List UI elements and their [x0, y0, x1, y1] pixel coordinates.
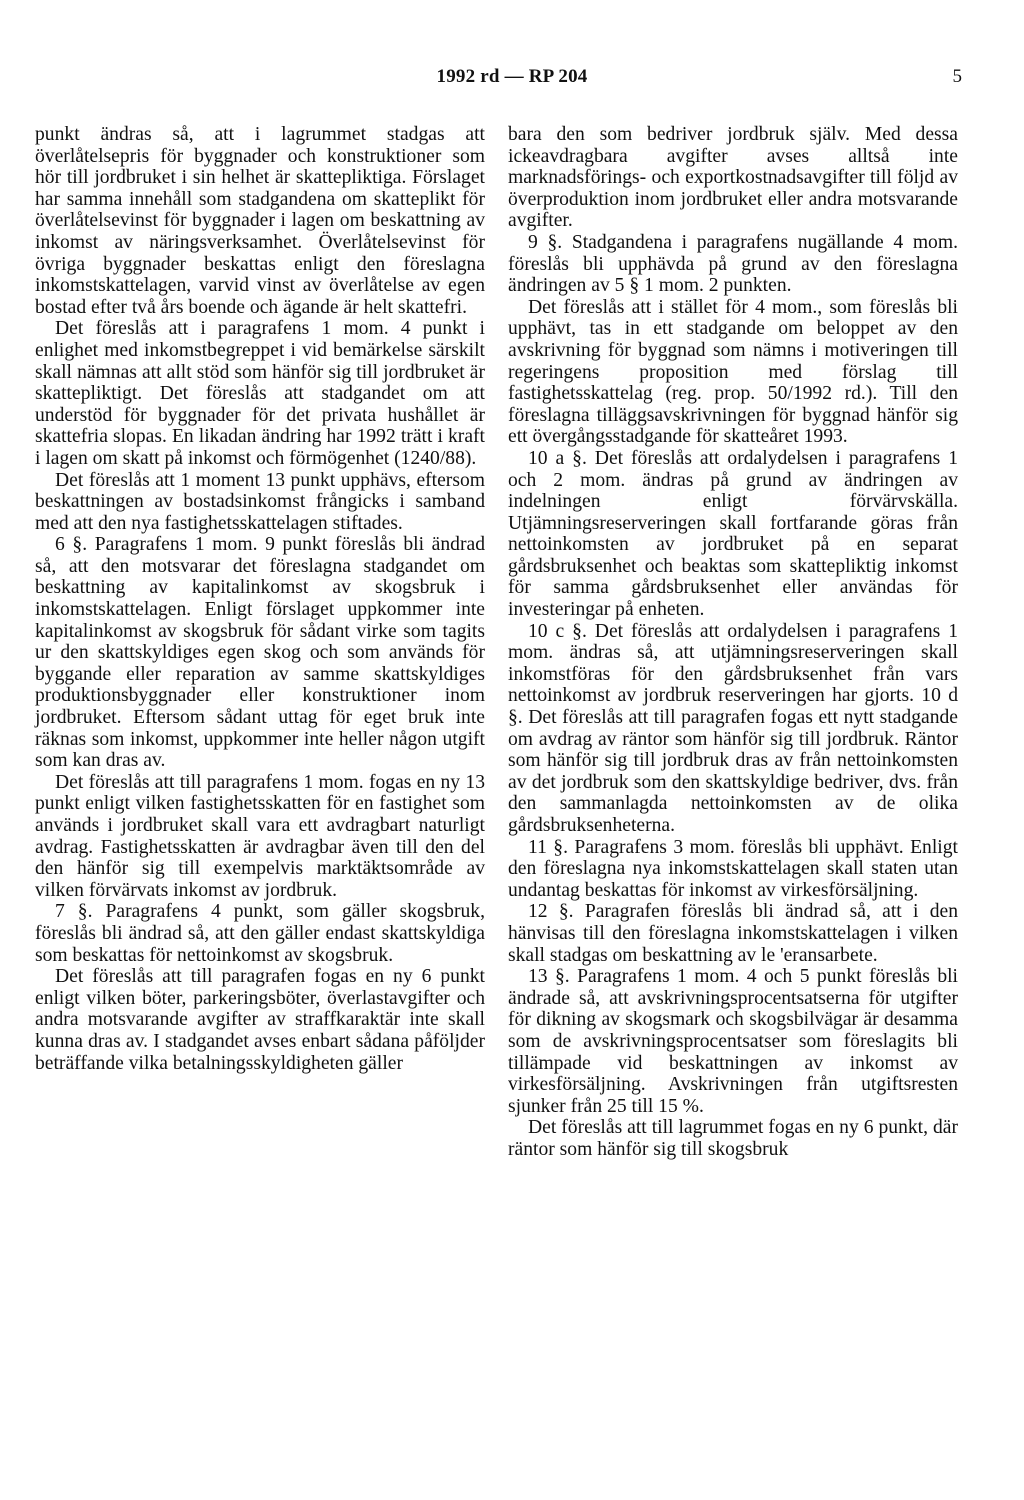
- paragraph: punkt ändras så, att i lagrummet stadgas att överlåtelsepris för byggnader och konstruktioner som hör till jordbruket i sin helhet är skattepliktiga. Förslaget har samma innehåll som stadgandena om skatteplikt för överlåtelsevinst för byggnader i lagen om beskattning av inkomst av näringsverksamhet. Överlåtelsevinst för övriga byggnader beskattas enligt den föreslagna inkomstskattelagen, varvid vinst av överlåtelse av egen bostad efter två års boende och ägande är helt skattefri.: [35, 124, 485, 318]
- paragraph: 10 a §. Det föreslås att ordalydelsen i paragrafens 1 och 2 mom. ändras på grund av ändringen av indelningen enligt förvärvskälla. Utjämningsreserveringen skall fortfarande göras från nettoinkomsten av jordbruket på en separat gårdsbruksenhet och beaktas som skattepliktig inkomst för samma gårdsbruksenhet eller användas för investeringar på enheten.: [508, 447, 958, 621]
- paragraph: Det föreslås att i stället för 4 mom., som föreslås bli upphävt, tas in ett stadgande om beloppet av den avskrivning för byggnad som nämns i motiveringen till regeringens proposition med förslag till fastighetsskattelag (reg. prop. 50/1992 rd.). Till den föreslagna tilläggsavskrivningen för byggnad hänför sig ett övergångsstadgande för skatteåret 1993.: [508, 296, 958, 448]
- page-header: [0, 66, 1024, 92]
- paragraph: 9 §. Stadgandena i paragrafens nugällande 4 mom. föreslås bli upphävda på grund av den föreslagna ändringen av 5 § 1 mom. 2 punkten.: [508, 231, 958, 297]
- paragraph: 6 §. Paragrafens 1 mom. 9 punkt föreslås bli ändrad så, att den motsvarar det föreslagna stadgandet om beskattning av kapitalinkomst av skogsbruk i inkomstskattelagen. Enligt förslaget uppkommer inte kapitalinkomst av skogsbruk för sådant virke som tagits ur den skattskyldiges egen skog och som används för byggande eller reparation av samme skattskyldiges produktionsbyggnader eller konstruktioner inom jordbruket. Eftersom sådant uttag för eget bruk inte räknas som inkomst, uppkommer inte heller någon utgift som kan dras av.: [35, 534, 485, 772]
- paragraph: Det föreslås att till paragrafens 1 mom. fogas en ny 13 punkt enligt vilken fastighetsskatten för en fastighet som används i jordbruket skall vara ett avdragbart naturligt avdrag. Fastighetsskatten är avdragbar även till den del den hänför sig till exempelvis marktäktsområde av vilken förvärvats inkomst av jordbruk.: [35, 771, 485, 901]
- left-column: [35, 124, 485, 1074]
- paragraph: 11 §. Paragrafens 3 mom. föreslås bli upphävt. Enligt den föreslagna nya inkomstskattelagen skall staten utan undantag beskattas för inkomst av virkesförsäljning.: [508, 836, 958, 901]
- paragraph: Det föreslås att i paragrafens 1 mom. 4 punkt i enlighet med inkomstbegreppet i vid bemärkelse särskilt skall nämnas att allt stöd som hänför sig till jordbruket är skattepliktigt. Det föreslås att stadgandet om att understöd för byggnader för det privata hushållet är skattefria slopas. En likadan ändring har 1992 trätt i kraft i lagen om skatt på inkomst och förmögenhet (1240/88).: [35, 318, 485, 469]
- running-title: 1992 rd — RP 204: [436, 66, 588, 87]
- paragraph: Det föreslås att till paragrafen fogas en ny 6 punkt enligt vilken böter, parkeringsböter, överlastavgifter och andra motsvarande avgifter av straffkaraktär inte skall kunna dras av. I stadgandet avses enbart sådana påföljder beträffande vilka betalningsskyldigheten gäller: [35, 966, 485, 1074]
- paragraph: 10 c §. Det föreslås att ordalydelsen i paragrafens 1 mom. ändras så, att utjämningsreserveringen skall inkomstföras för den gårdsbruksenhet från vars nettoinkomst av jordbruk reserveringen har gjorts. 10 d §. Det föreslås att till paragrafen fogas ett nytt stadgande om avdrag av räntor som hänför sig till jordbruk. Räntor som hänför sig till jordbruk dras av från nettoinkomsten av det jordbruk som den skattskyldige bedriver, dvs. från den sammanlagda nettoinkomsten av de olika gårdsbruksenheterna.: [508, 620, 958, 836]
- paragraph: 12 §. Paragrafen föreslås bli ändrad så, att i den hänvisas till den föreslagna inkomstskattelagen i vilken skall stadgas om beskattning av le 'eransarbete.: [508, 901, 958, 966]
- page-number: 5: [952, 66, 962, 87]
- right-column: [508, 124, 958, 1161]
- paragraph: 7 §. Paragrafens 4 punkt, som gäller skogsbruk, föreslås bli ändrad så, att den gäller endast skattskyldiga som beskattas för nettoinkomst av skogsbruk.: [35, 901, 485, 966]
- paragraph: Det föreslås att 1 moment 13 punkt upphävs, eftersom beskattningen av bostadsinkomst frångicks i samband med att den nya fastighetsskattelagen stiftades.: [35, 469, 485, 534]
- paragraph: bara den som bedriver jordbruk själv. Med dessa ickeavdragbara avgifter avses alltså inte marknadsförings- och exportkostnadsavgifter till följd av överproduktion inom jordbruket eller andra motsvarande avgifter.: [508, 124, 958, 232]
- paragraph: 13 §. Paragrafens 1 mom. 4 och 5 punkt föreslås bli ändrade så, att avskrivningsprocentsatserna för utgifter för dikning av skogsmark och skogsbilvägar är desamma som de avskrivningsprocentsatser som föreslagits bli tillämpade vid beskattningen av inkomst av virkesförsäljning. Avskrivningen från utgiftsresten sjunker från 25 till 15 %.: [508, 966, 958, 1117]
- paragraph: Det föreslås att till lagrummet fogas en ny 6 punkt, där räntor som hänför sig till skogsbruk: [508, 1117, 958, 1160]
